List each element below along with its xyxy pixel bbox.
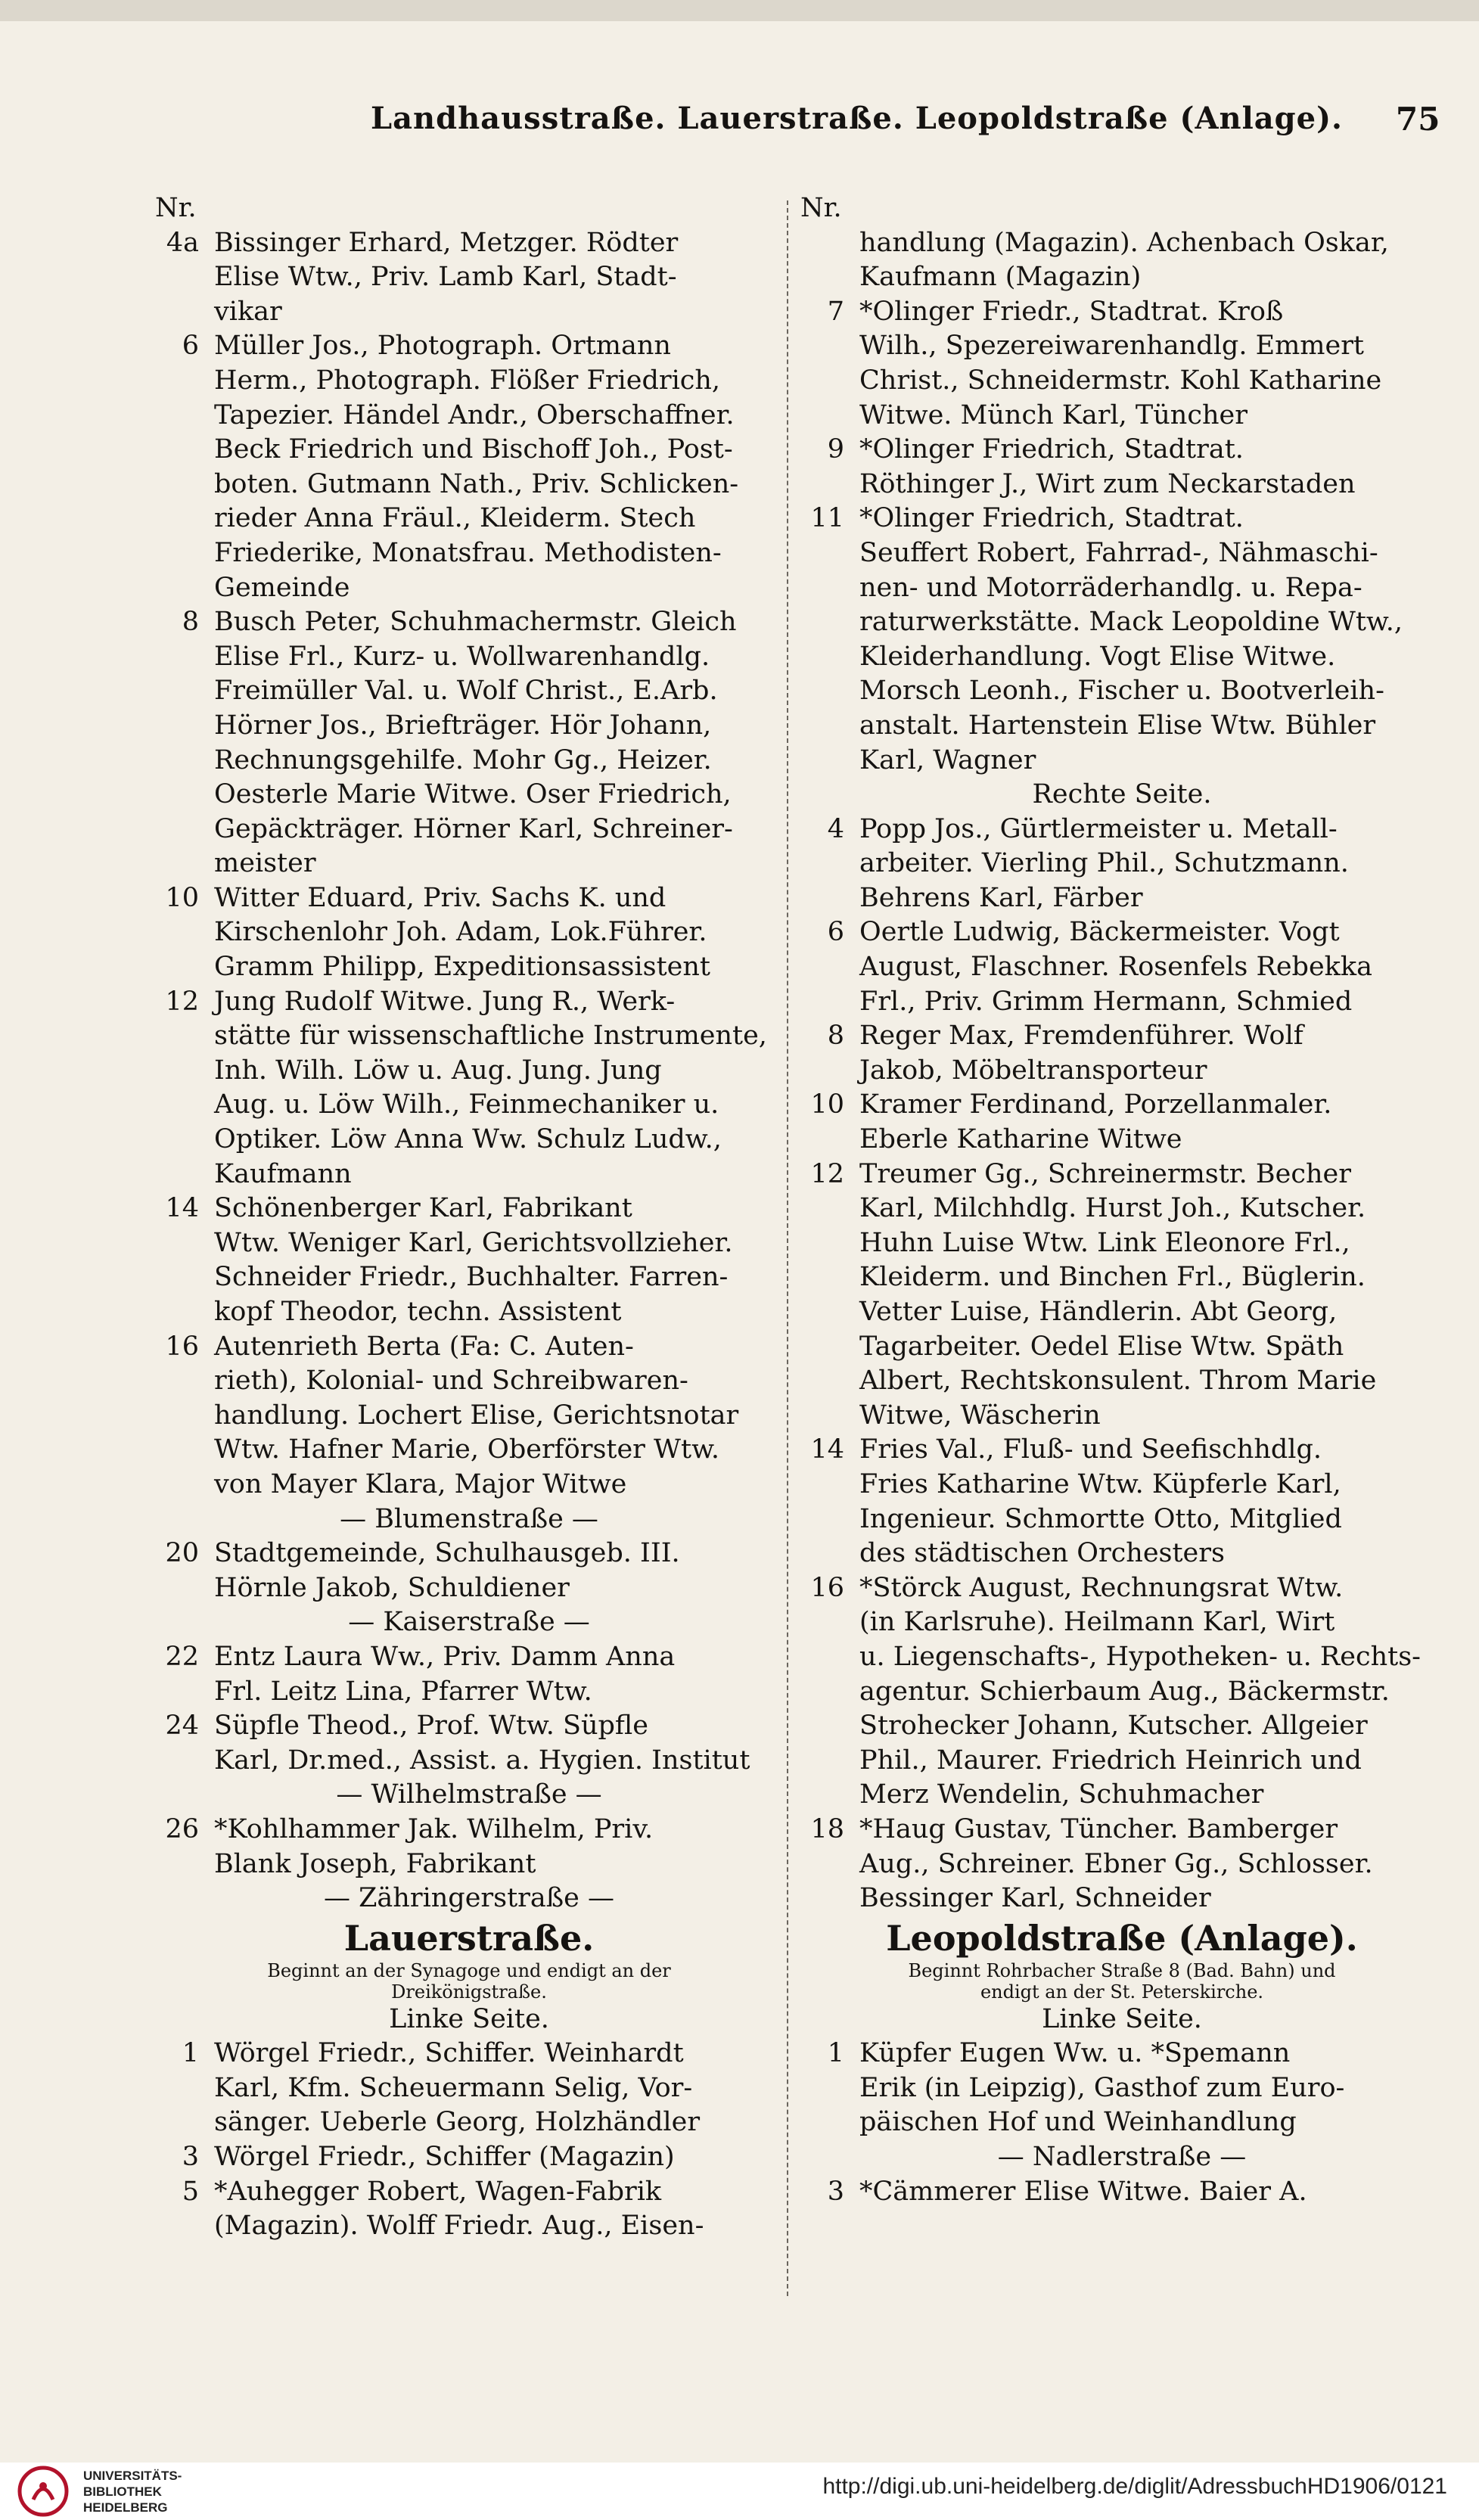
entry-text: Autenrieth Berta (Fa: C. Auten- bbox=[214, 1331, 634, 1362]
house-number: 16 bbox=[810, 1572, 844, 1603]
street-description bbox=[155, 1960, 783, 1981]
directory-line bbox=[155, 2037, 783, 2071]
directory-line bbox=[155, 813, 783, 847]
house-number: 14 bbox=[810, 1434, 844, 1465]
directory-line bbox=[155, 744, 783, 778]
entry-text: Reger Max, Fremdenführer. Wolf bbox=[859, 1021, 1303, 1052]
entry-text: Gepäckträger. Hörner Karl, Schreiner- bbox=[214, 813, 733, 844]
directory-line bbox=[155, 1433, 783, 1468]
directory-line bbox=[155, 847, 783, 881]
directory-line bbox=[800, 1157, 1443, 1192]
directory-line bbox=[800, 640, 1443, 675]
directory-line bbox=[155, 1226, 783, 1261]
entry-text: Beck Friedrich und Bischoff Joh., Post- bbox=[214, 434, 733, 465]
entry-text: Witter Eduard, Priv. Sachs K. und bbox=[214, 882, 666, 913]
entry-text: Leopoldstraße (Anlage). bbox=[886, 1917, 1358, 1959]
directory-line bbox=[800, 433, 1443, 468]
entry-text: Witwe. Münch Karl, Tüncher bbox=[859, 399, 1248, 430]
entry-text: *Olinger Friedr., Stadtrat. Kroß bbox=[859, 296, 1284, 327]
directory-line bbox=[800, 1847, 1443, 1882]
entry-text: Kleiderhandlung. Vogt Elise Witwe. bbox=[859, 641, 1336, 672]
entry-text: Rechnungsgehilfe. Mohr Gg., Heizer. bbox=[214, 744, 712, 775]
house-number: 16 bbox=[165, 1331, 199, 1362]
directory-line bbox=[155, 2140, 783, 2175]
directory-line bbox=[800, 2105, 1443, 2140]
house-number: 22 bbox=[165, 1641, 199, 1672]
street-description bbox=[155, 1981, 783, 2003]
section-label bbox=[155, 1778, 783, 1813]
entry-text: (Magazin). Wolff Friedr. Aug., Eisen- bbox=[214, 2211, 704, 2242]
entry-text: Friederike, Monatsfrau. Methodisten- bbox=[214, 537, 722, 568]
directory-line bbox=[800, 1778, 1443, 1813]
entry-text: Süpfle Theod., Prof. Wtw. Süpfle bbox=[214, 1711, 648, 1742]
directory-line bbox=[800, 1675, 1443, 1710]
entry-text: Merz Wendelin, Schuhmacher bbox=[859, 1779, 1264, 1810]
house-number: 11 bbox=[810, 503, 844, 534]
entry-text: Stadtgemeinde, Schulhausgeb. III. bbox=[214, 1538, 680, 1569]
directory-line bbox=[800, 1709, 1443, 1744]
directory-line bbox=[800, 1813, 1443, 1847]
directory-line bbox=[800, 1399, 1443, 1434]
house-number: 12 bbox=[165, 986, 199, 1017]
entry-text: — Wilhelmstraße — bbox=[336, 1779, 602, 1810]
directory-line bbox=[155, 1675, 783, 1710]
right-column bbox=[800, 191, 1443, 2209]
directory-line bbox=[155, 640, 783, 675]
directory-line bbox=[800, 1502, 1443, 1537]
section-label bbox=[155, 2003, 783, 2037]
directory-line bbox=[155, 468, 783, 502]
entry-text: Hörnle Jakob, Schuldiener bbox=[214, 1572, 570, 1603]
entry-text: Karl, Kfm. Scheuermann Selig, Vor- bbox=[214, 2072, 693, 2103]
directory-line bbox=[800, 571, 1443, 606]
entry-text: u. Liegenschafts-, Hypotheken- u. Rechts- bbox=[859, 1641, 1421, 1672]
directory-line bbox=[800, 1640, 1443, 1675]
directory-line bbox=[800, 674, 1443, 709]
directory-line bbox=[800, 2037, 1443, 2071]
house-number: 4 bbox=[827, 813, 844, 844]
entry-text: päischen Hof und Weinhandlung bbox=[859, 2107, 1297, 2138]
entry-text: Wörgel Friedr., Schiffer. Weinhardt bbox=[214, 2038, 684, 2069]
directory-line bbox=[155, 881, 783, 916]
directory-line bbox=[800, 2175, 1443, 2210]
entry-text: rieth), Kolonial- und Schreibwaren- bbox=[214, 1366, 688, 1397]
entry-text: Ingenieur. Schmortte Otto, Mitglied bbox=[859, 1503, 1342, 1534]
entry-text: Linke Seite. bbox=[1042, 2003, 1202, 2034]
directory-line bbox=[155, 1537, 783, 1571]
house-number: 12 bbox=[810, 1158, 844, 1189]
street-description bbox=[800, 1981, 1443, 2003]
entry-text: Popp Jos., Gürtlermeister u. Metall- bbox=[859, 813, 1338, 844]
entry-text: Schönenberger Karl, Fabrikant bbox=[214, 1193, 632, 1224]
street-heading bbox=[800, 1916, 1443, 1960]
entry-text: Eberle Katharine Witwe bbox=[859, 1124, 1182, 1155]
directory-line bbox=[155, 1744, 783, 1779]
entry-text: Blank Joseph, Fabrikant bbox=[214, 1848, 536, 1879]
house-number: 20 bbox=[165, 1538, 199, 1569]
directory-line bbox=[155, 1709, 783, 1744]
entry-text: Müller Jos., Photograph. Ortmann bbox=[214, 331, 671, 362]
house-number: 5 bbox=[182, 2176, 199, 2207]
directory-line bbox=[155, 295, 783, 330]
entry-text: *Störck August, Rechnungsrat Wtw. bbox=[859, 1572, 1344, 1603]
directory-line bbox=[155, 709, 783, 744]
directory-line bbox=[800, 1088, 1443, 1123]
directory-line bbox=[800, 1330, 1443, 1365]
page-number: 75 bbox=[1396, 101, 1440, 138]
directory-line bbox=[800, 1605, 1443, 1640]
directory-line bbox=[155, 1847, 783, 1882]
entry-text: Rechte Seite. bbox=[1032, 779, 1212, 810]
section-label bbox=[800, 2003, 1443, 2037]
entry-text: *Kohlhammer Jak. Wilhelm, Priv. bbox=[214, 1813, 654, 1844]
entry-text: Aug. u. Löw Wilh., Feinmechaniker u. bbox=[214, 1089, 719, 1120]
entry-text: Aug., Schreiner. Ebner Gg., Schlosser. bbox=[859, 1848, 1373, 1879]
directory-line bbox=[800, 1192, 1443, 1226]
entry-text: agentur. Schierbaum Aug., Bäckermstr. bbox=[859, 1676, 1390, 1707]
directory-line bbox=[800, 1260, 1443, 1295]
entry-text: *Auhegger Robert, Wagen-Fabrik bbox=[214, 2176, 662, 2207]
column-divider bbox=[787, 200, 788, 2296]
entry-text: meister bbox=[214, 848, 316, 879]
entry-text: Schneider Friedr., Buchhalter. Farren- bbox=[214, 1262, 729, 1293]
directory-line bbox=[155, 1123, 783, 1157]
entry-text: Dreikönigstraße. bbox=[391, 1981, 547, 2003]
directory-line bbox=[155, 1399, 783, 1434]
library-seal-icon bbox=[17, 2465, 70, 2518]
entry-text: *Cämmerer Elise Witwe. Baier A. bbox=[859, 2176, 1307, 2207]
directory-line bbox=[155, 950, 783, 985]
directory-line bbox=[155, 1364, 783, 1399]
entry-text: von Mayer Klara, Major Witwe bbox=[214, 1468, 627, 1499]
entry-text: Inh. Wilh. Löw u. Aug. Jung. Jung bbox=[214, 1055, 662, 1086]
section-label bbox=[155, 1502, 783, 1537]
directory-line bbox=[155, 329, 783, 364]
directory-line bbox=[155, 1640, 783, 1675]
entry-text: Frl. Leitz Lina, Pfarrer Wtw. bbox=[214, 1676, 592, 1707]
entry-text: kopf Theodor, techn. Assistent bbox=[214, 1297, 622, 1327]
directory-line bbox=[800, 536, 1443, 571]
entry-text: Küpfer Eugen Ww. u. *Spemann bbox=[859, 2038, 1291, 2069]
directory-line bbox=[155, 260, 783, 295]
entry-text: Albert, Rechtskonsulent. Throm Marie bbox=[859, 1366, 1377, 1397]
entry-text: Frl., Priv. Grimm Hermann, Schmied bbox=[859, 986, 1353, 1017]
entry-text: Beginnt Rohrbacher Straße 8 (Bad. Bahn) und bbox=[908, 1959, 1336, 1981]
entry-text: Optiker. Löw Anna Ww. Schulz Ludw., bbox=[214, 1124, 722, 1155]
directory-line bbox=[800, 329, 1443, 364]
directory-line bbox=[155, 1019, 783, 1054]
entry-text: Kaufmann (Magazin) bbox=[859, 262, 1142, 293]
entry-text: Fries Katharine Wtw. Küpferle Karl, bbox=[859, 1468, 1341, 1499]
entry-text: Seuffert Robert, Fahrrad-, Nähmaschi- bbox=[859, 537, 1378, 568]
entry-text: Erik (in Leipzig), Gasthof zum Euro- bbox=[859, 2072, 1345, 2103]
entry-text: Röthinger J., Wirt zum Neckarstaden bbox=[859, 468, 1356, 499]
directory-line bbox=[800, 744, 1443, 778]
entry-text: Strohecker Johann, Kutscher. Allgeier bbox=[859, 1711, 1368, 1742]
entry-text: Gramm Philipp, Expeditionsassistent bbox=[214, 952, 710, 983]
entry-text: — Kaiserstraße — bbox=[348, 1607, 590, 1638]
entry-text: vikar bbox=[214, 296, 282, 327]
entry-text: Kleiderm. und Binchen Frl., Büglerin. bbox=[859, 1262, 1366, 1293]
directory-line bbox=[800, 915, 1443, 950]
entry-text: Wilh., Spezereiwarenhandlg. Emmert bbox=[859, 331, 1364, 362]
directory-line bbox=[800, 226, 1443, 261]
entry-text: Wtw. Hafner Marie, Oberförster Wtw. bbox=[214, 1434, 720, 1465]
entry-text: Gemeinde bbox=[214, 572, 350, 603]
entry-text: Witwe, Wäscherin bbox=[859, 1400, 1101, 1431]
street-description bbox=[800, 1960, 1443, 1981]
entry-text: Tapezier. Händel Andr., Oberschaffner. bbox=[214, 399, 735, 430]
directory-line bbox=[800, 1537, 1443, 1571]
running-header-title: Landhausstraße. Lauerstraße. Leopoldstraße (Anlage). bbox=[371, 101, 1343, 136]
directory-line bbox=[800, 502, 1443, 536]
directory-line bbox=[800, 605, 1443, 640]
directory-line bbox=[155, 674, 783, 709]
directory-line bbox=[155, 1054, 783, 1089]
entry-text: Elise Frl., Kurz- u. Wollwarenhandlg. bbox=[214, 641, 710, 672]
entry-text: raturwerkstätte. Mack Leopoldine Wtw., bbox=[859, 607, 1403, 638]
directory-line bbox=[800, 881, 1443, 916]
entry-text: handlung. Lochert Elise, Gerichtsnotar bbox=[214, 1400, 739, 1431]
entry-text: Karl, Dr.med., Assist. a. Hygien. Institut bbox=[214, 1745, 750, 1776]
entry-text: Busch Peter, Schuhmachermstr. Gleich bbox=[214, 607, 737, 638]
entry-text: *Haug Gustav, Tüncher. Bamberger bbox=[859, 1813, 1338, 1844]
entry-text: — Nadlerstraße — bbox=[997, 2142, 1247, 2173]
house-number: 8 bbox=[827, 1021, 844, 1052]
directory-line bbox=[155, 399, 783, 433]
house-number: 3 bbox=[827, 2176, 844, 2207]
entry-text: Hörner Jos., Briefträger. Hör Johann, bbox=[214, 710, 712, 741]
directory-line bbox=[800, 1468, 1443, 1502]
entry-text: boten. Gutmann Nath., Priv. Schlicken- bbox=[214, 468, 739, 499]
directory-line bbox=[155, 1330, 783, 1365]
entry-text: Elise Wtw., Priv. Lamb Karl, Stadt- bbox=[214, 262, 677, 293]
entry-text: Oesterle Marie Witwe. Oser Friedrich, bbox=[214, 779, 732, 810]
directory-line bbox=[155, 433, 783, 468]
directory-line bbox=[155, 226, 783, 261]
directory-line bbox=[155, 2105, 783, 2140]
directory-line bbox=[155, 364, 783, 399]
entry-text: August, Flaschner. Rosenfels Rebekka bbox=[859, 952, 1372, 983]
entry-text: Beginnt an der Synagoge und endigt an der bbox=[267, 1959, 671, 1981]
section-label bbox=[155, 1881, 783, 1916]
entry-text: nen- und Motorräderhandlg. u. Repa- bbox=[859, 572, 1362, 603]
entry-text: Bissinger Erhard, Metzger. Rödter bbox=[214, 227, 679, 258]
directory-line bbox=[155, 1088, 783, 1123]
house-number: 6 bbox=[182, 331, 199, 362]
house-number: 1 bbox=[182, 2038, 199, 2069]
directory-line bbox=[800, 295, 1443, 330]
directory-line bbox=[800, 985, 1443, 1020]
scan-edge bbox=[0, 0, 1479, 21]
house-number: 26 bbox=[165, 1813, 199, 1844]
directory-line bbox=[800, 709, 1443, 744]
house-number: 10 bbox=[810, 1089, 844, 1120]
entry-text: — Zähringerstraße — bbox=[323, 1883, 614, 1914]
directory-line bbox=[800, 1364, 1443, 1399]
directory-line bbox=[155, 536, 783, 571]
house-number: 18 bbox=[810, 1813, 844, 1844]
left-column bbox=[155, 191, 783, 2244]
entry-text: des städtischen Orchesters bbox=[859, 1538, 1225, 1569]
directory-line bbox=[155, 605, 783, 640]
directory-line bbox=[155, 502, 783, 536]
directory-line bbox=[800, 1226, 1443, 1261]
street-heading bbox=[155, 1916, 783, 1960]
entry-text: Phil., Maurer. Friedrich Heinrich und bbox=[859, 1745, 1362, 1776]
directory-line bbox=[800, 1881, 1443, 1916]
entry-text: *Olinger Friedrich, Stadtrat. bbox=[859, 434, 1244, 465]
directory-line bbox=[155, 191, 783, 226]
house-number: 6 bbox=[827, 917, 844, 948]
entry-text: arbeiter. Vierling Phil., Schutzmann. bbox=[859, 848, 1349, 879]
entry-text: Jung Rudolf Witwe. Jung R., Werk- bbox=[214, 986, 676, 1017]
house-number: 24 bbox=[165, 1711, 199, 1742]
directory-line bbox=[800, 1123, 1443, 1157]
directory-line bbox=[800, 1054, 1443, 1089]
source-url-link[interactable]: http://digi.ub.uni-heidelberg.de/diglit/AdressbuchHD1906/0121 bbox=[822, 2474, 1447, 2499]
directory-line bbox=[155, 1157, 783, 1192]
directory-line bbox=[800, 950, 1443, 985]
entry-text: — Blumenstraße — bbox=[340, 1503, 598, 1534]
directory-line bbox=[800, 2071, 1443, 2106]
entry-text: Behrens Karl, Färber bbox=[859, 882, 1143, 913]
directory-line bbox=[155, 985, 783, 1020]
entry-text: rieder Anna Fräul., Kleiderm. Stech bbox=[214, 503, 696, 534]
directory-line bbox=[155, 2071, 783, 2106]
directory-line bbox=[800, 468, 1443, 502]
entry-text: Vetter Luise, Händlerin. Abt Georg, bbox=[859, 1297, 1338, 1327]
entry-text: Huhn Luise Wtw. Link Eleonore Frl., bbox=[859, 1227, 1350, 1258]
directory-line bbox=[155, 1260, 783, 1295]
directory-line bbox=[155, 778, 783, 813]
directory-line bbox=[155, 1571, 783, 1606]
section-label bbox=[800, 778, 1443, 813]
directory-line bbox=[800, 1433, 1443, 1468]
entry-text: Kirschenlohr Joh. Adam, Lok.Führer. bbox=[214, 917, 707, 948]
entry-text: (in Karlsruhe). Heilmann Karl, Wirt bbox=[859, 1607, 1335, 1638]
entry-text: handlung (Magazin). Achenbach Oskar, bbox=[859, 227, 1389, 258]
entry-text: Oertle Ludwig, Bäckermeister. Vogt bbox=[859, 917, 1340, 948]
directory-line bbox=[800, 191, 1443, 226]
directory-line bbox=[155, 2175, 783, 2210]
running-header bbox=[0, 101, 1479, 146]
directory-line bbox=[800, 364, 1443, 399]
directory-line bbox=[155, 1813, 783, 1847]
entry-text: Herm., Photograph. Flößer Friedrich, bbox=[214, 365, 721, 396]
entry-text: Jakob, Möbeltransporteur bbox=[859, 1055, 1207, 1086]
directory-line bbox=[155, 2209, 783, 2244]
directory-line bbox=[155, 915, 783, 950]
directory-line bbox=[800, 813, 1443, 847]
directory-line bbox=[800, 1744, 1443, 1779]
entry-text: Christ., Schneidermstr. Kohl Katharine bbox=[859, 365, 1382, 396]
directory-line bbox=[800, 260, 1443, 295]
entry-text: Freimüller Val. u. Wolf Christ., E.Arb. bbox=[214, 676, 718, 707]
house-number: 14 bbox=[165, 1193, 199, 1224]
entry-text: Tagarbeiter. Oedel Elise Wtw. Späth bbox=[859, 1331, 1344, 1362]
entry-text: Kramer Ferdinand, Porzellanmaler. bbox=[859, 1089, 1332, 1120]
entry-text: Kaufmann bbox=[214, 1158, 352, 1189]
directory-line bbox=[800, 847, 1443, 881]
entry-text: Entz Laura Ww., Priv. Damm Anna bbox=[214, 1641, 676, 1672]
house-number: 3 bbox=[182, 2142, 199, 2173]
house-number: 7 bbox=[827, 296, 844, 327]
directory-line bbox=[155, 1192, 783, 1226]
entry-text: Wtw. Weniger Karl, Gerichtsvollzieher. bbox=[214, 1227, 733, 1258]
library-name: UNIVERSITÄTS- BIBLIOTHEK HEIDELBERG bbox=[83, 2469, 182, 2515]
directory-line bbox=[800, 1295, 1443, 1330]
entry-text: Wörgel Friedr., Schiffer (Magazin) bbox=[214, 2142, 675, 2173]
directory-line bbox=[155, 571, 783, 606]
directory-line bbox=[800, 1019, 1443, 1054]
entry-text: Treumer Gg., Schreinermstr. Becher bbox=[859, 1158, 1351, 1189]
section-label bbox=[155, 1605, 783, 1640]
entry-text: endigt an der St. Peterskirche. bbox=[980, 1981, 1264, 2003]
entry-text: sänger. Ueberle Georg, Holzhändler bbox=[214, 2107, 701, 2138]
entry-text: Karl, Wagner bbox=[859, 744, 1036, 775]
entry-text: *Olinger Friedrich, Stadtrat. bbox=[859, 503, 1244, 534]
directory-line bbox=[800, 1571, 1443, 1606]
entry-text: Fries Val., Fluß- und Seefischhdlg. bbox=[859, 1434, 1322, 1465]
directory-line bbox=[800, 399, 1443, 433]
entry-text: Linke Seite. bbox=[389, 2003, 549, 2034]
house-number: 9 bbox=[827, 434, 844, 465]
house-number: 10 bbox=[165, 882, 199, 913]
entry-text: Nr. bbox=[800, 193, 842, 223]
house-number: 8 bbox=[182, 607, 199, 638]
entry-text: stätte für wissenschaftliche Instrumente, bbox=[214, 1021, 767, 1052]
entry-text: Karl, Milchhdlg. Hurst Joh., Kutscher. bbox=[859, 1193, 1366, 1224]
house-number: 1 bbox=[827, 2038, 844, 2069]
entry-text: Bessinger Karl, Schneider bbox=[859, 1883, 1211, 1914]
entry-text: Morsch Leonh., Fischer u. Bootverleih- bbox=[859, 676, 1384, 707]
section-label bbox=[800, 2140, 1443, 2175]
entry-text: Lauerstraße. bbox=[343, 1917, 595, 1959]
directory-line bbox=[155, 1295, 783, 1330]
house-number: 4a bbox=[166, 227, 199, 258]
entry-text: Nr. bbox=[155, 193, 197, 223]
directory-line bbox=[155, 1468, 783, 1502]
entry-text: anstalt. Hartenstein Elise Wtw. Bühler bbox=[859, 710, 1376, 741]
